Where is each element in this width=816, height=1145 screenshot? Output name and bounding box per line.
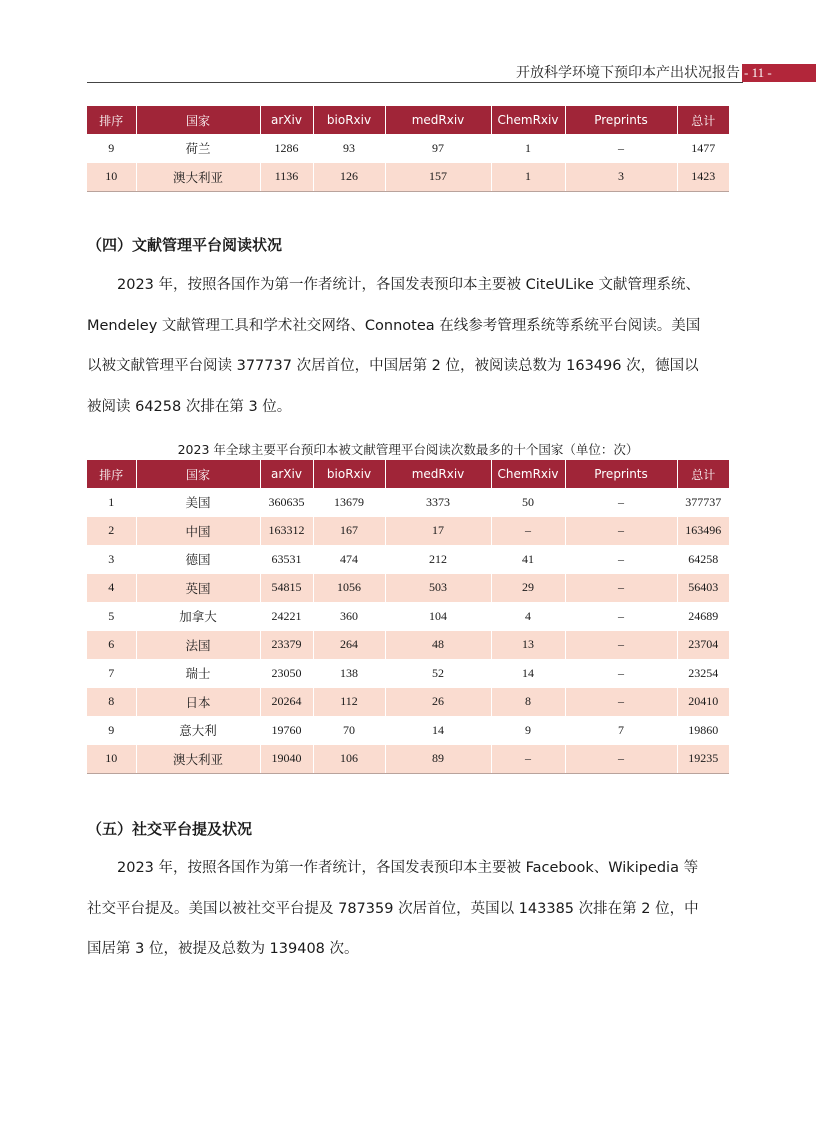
table-cell: 52 xyxy=(385,659,491,688)
table-cell: 6 xyxy=(87,631,136,660)
table-cell: 24689 xyxy=(677,602,729,631)
table-cell: – xyxy=(565,517,677,546)
column-header: medRxiv xyxy=(385,106,491,134)
section-5-paragraph xyxy=(87,848,729,970)
table-cell: – xyxy=(565,602,677,631)
table-cell: 63531 xyxy=(260,545,313,574)
table-cell: 法国 xyxy=(136,631,260,660)
table-cell: 163312 xyxy=(260,517,313,546)
column-header: 国家 xyxy=(136,106,260,134)
table-caption: 2023 年全球主要平台预印本被文献管理平台阅读次数最多的十个国家（单位：次） xyxy=(177,442,639,457)
table-cell: 1477 xyxy=(677,134,729,163)
table-cell: 48 xyxy=(385,631,491,660)
table-row xyxy=(87,574,729,603)
paragraph-line: 社交平台提及。美国以被社交平台提及 787359 次居首位，英国以 143385 次排在第 2 位，中 xyxy=(87,900,699,917)
table-cell: 70 xyxy=(313,716,385,745)
table-cell: 167 xyxy=(313,517,385,546)
table-cell: 138 xyxy=(313,659,385,688)
table-cell: – xyxy=(565,134,677,163)
table-cell: 19860 xyxy=(677,716,729,745)
table-cell: 19235 xyxy=(677,745,729,774)
table-cell: 9 xyxy=(491,716,565,745)
table-cell: 264 xyxy=(313,631,385,660)
column-header: 国家 xyxy=(136,460,260,488)
table-header-row xyxy=(87,460,729,488)
table-cell: 20410 xyxy=(677,688,729,717)
table-cell: 163496 xyxy=(677,517,729,546)
table-cell: 3 xyxy=(108,551,115,566)
table-cell: 4 xyxy=(491,602,565,631)
table-cell: 14 xyxy=(491,659,565,688)
column-header: 总计 xyxy=(677,106,729,134)
table-cell: – xyxy=(565,488,677,517)
table-cell: 20264 xyxy=(260,688,313,717)
table-cell: 106 xyxy=(313,745,385,774)
table-cell: 212 xyxy=(385,545,491,574)
column-header: 排序 xyxy=(87,106,136,134)
table-cell: 23704 xyxy=(677,631,729,660)
table-cell: – xyxy=(565,545,677,574)
table-cell: 112 xyxy=(313,688,385,717)
column-header: bioRxiv xyxy=(313,460,385,488)
table-cell: 64258 xyxy=(677,545,729,574)
table-cell: 50 xyxy=(491,488,565,517)
table-cell: 8 xyxy=(87,688,136,717)
table-cell: 7 xyxy=(565,716,677,745)
table-row xyxy=(87,688,729,717)
table-reading-counts xyxy=(87,460,729,774)
table-cell: 1 xyxy=(491,134,565,163)
table-cell: 17 xyxy=(385,517,491,546)
table-cell: – xyxy=(565,688,677,717)
table-cell: 加拿大 xyxy=(136,602,260,631)
table-cell: 3 xyxy=(565,163,677,192)
table-cell: 13679 xyxy=(313,488,385,517)
table-cell: 23379 xyxy=(260,631,313,660)
table-row xyxy=(87,659,729,688)
table-row xyxy=(87,134,729,163)
table-cell: 日本 xyxy=(136,688,260,717)
paragraph-line: 2023 年，按照各国作为第一作者统计，各国发表预印本主要被 CiteULike 文献管理系统、 xyxy=(117,277,701,293)
table-cell: 德国 xyxy=(136,545,260,574)
table-cell: 23050 xyxy=(260,659,313,688)
table-cell: 377737 xyxy=(677,488,729,517)
column-header: 排序 xyxy=(87,460,136,488)
table-cell: 503 xyxy=(385,574,491,603)
table-cell: 1 xyxy=(108,494,115,509)
table-cell: 360 xyxy=(313,602,385,631)
table-row xyxy=(87,602,729,631)
column-header: arXiv xyxy=(260,106,313,134)
paragraph-line: 被阅读 64258 次排在第 3 位。 xyxy=(87,398,292,415)
table-row xyxy=(87,163,729,192)
table-cell: 澳大利亚 xyxy=(136,163,260,192)
table-cell: – xyxy=(565,631,677,660)
table-cell: – xyxy=(565,574,677,603)
table-cell: 7 xyxy=(108,665,115,680)
table-cell: 4 xyxy=(87,574,136,603)
table-cell: 5 xyxy=(108,608,115,623)
table-cell: 英国 xyxy=(136,574,260,603)
table-cell: 93 xyxy=(313,134,385,163)
table-row xyxy=(87,631,729,660)
table-cell: 474 xyxy=(313,545,385,574)
column-header: ChemRxiv xyxy=(491,460,565,488)
table-cell: 56403 xyxy=(677,574,729,603)
page-number: - 11 - xyxy=(742,64,816,82)
column-header: 总计 xyxy=(677,460,729,488)
table-cell: 1056 xyxy=(313,574,385,603)
table-cell: 10 xyxy=(87,745,136,774)
table-row xyxy=(87,716,729,745)
table-cell: 14 xyxy=(385,716,491,745)
table-cell: 126 xyxy=(313,163,385,192)
table-cell: 24221 xyxy=(260,602,313,631)
table-cell: 13 xyxy=(491,631,565,660)
table-row xyxy=(87,745,729,774)
paragraph-line: 国居第 3 位，被提及总数为 139408 次。 xyxy=(87,941,359,957)
table-cell: 19760 xyxy=(260,716,313,745)
table-cell: 360635 xyxy=(260,488,313,517)
table-cell: 1423 xyxy=(677,163,729,192)
table-cell: 26 xyxy=(385,688,491,717)
table-row xyxy=(87,517,729,546)
table-cell: 美国 xyxy=(136,488,260,517)
table-cell: 1136 xyxy=(260,163,313,192)
table-header-row xyxy=(87,106,729,134)
section-4-paragraph xyxy=(87,265,729,427)
table-cell: 8 xyxy=(491,688,565,717)
table-cell: 89 xyxy=(385,745,491,774)
table-cell: – xyxy=(491,745,565,774)
paragraph-line: 2023 年，按照各国作为第一作者统计，各国发表预印本主要被 Facebook、Wikipedia 等 xyxy=(117,860,699,876)
table-cell: 3373 xyxy=(385,488,491,517)
table-cell: – xyxy=(491,517,565,546)
section-5-heading: （五）社交平台提及状况 xyxy=(87,820,253,838)
section-4-heading: （四）文献管理平台阅读状况 xyxy=(87,236,283,254)
paragraph-line: 以被文献管理平台阅读 377737 次居首位，中国居第 2 位，被阅读总数为 163496 次，德国以 xyxy=(87,358,699,374)
table-cell: 23254 xyxy=(677,659,729,688)
table-cell: – xyxy=(565,659,677,688)
table-cell: 意大利 xyxy=(136,716,260,745)
table-cell: 9 xyxy=(108,140,115,155)
column-header: ChemRxiv xyxy=(491,106,565,134)
column-header: medRxiv xyxy=(385,460,491,488)
table-cell: 10 xyxy=(87,163,136,192)
table-cell: 157 xyxy=(385,163,491,192)
column-header: bioRxiv xyxy=(313,106,385,134)
table-cell: 瑞士 xyxy=(136,659,260,688)
table-row xyxy=(87,545,729,574)
table-cell: 9 xyxy=(108,722,115,737)
table-cell: 104 xyxy=(385,602,491,631)
table-cell: 1 xyxy=(491,163,565,192)
header-rule xyxy=(87,82,743,83)
table-cell: 1286 xyxy=(260,134,313,163)
column-header: arXiv xyxy=(260,460,313,488)
table-row xyxy=(87,488,729,517)
table-cell: 中国 xyxy=(136,517,260,546)
column-header: Preprints xyxy=(565,106,677,134)
table-cell: 41 xyxy=(491,545,565,574)
table-cell: 19040 xyxy=(260,745,313,774)
table-top-continued xyxy=(87,106,729,192)
table-cell: 2 xyxy=(87,517,136,546)
table-cell: 澳大利亚 xyxy=(136,745,260,774)
table-cell: 97 xyxy=(385,134,491,163)
table-cell: – xyxy=(565,745,677,774)
paragraph-line: Mendeley 文献管理工具和学术社交网络、Connotea 在线参考管理系统等系统平台阅读。美国 xyxy=(87,317,701,334)
table-cell: 29 xyxy=(491,574,565,603)
running-title: 开放科学环境下预印本产出状况报告 xyxy=(516,65,740,81)
column-header: Preprints xyxy=(565,460,677,488)
table-cell: 54815 xyxy=(260,574,313,603)
table-cell: 荷兰 xyxy=(136,134,260,163)
